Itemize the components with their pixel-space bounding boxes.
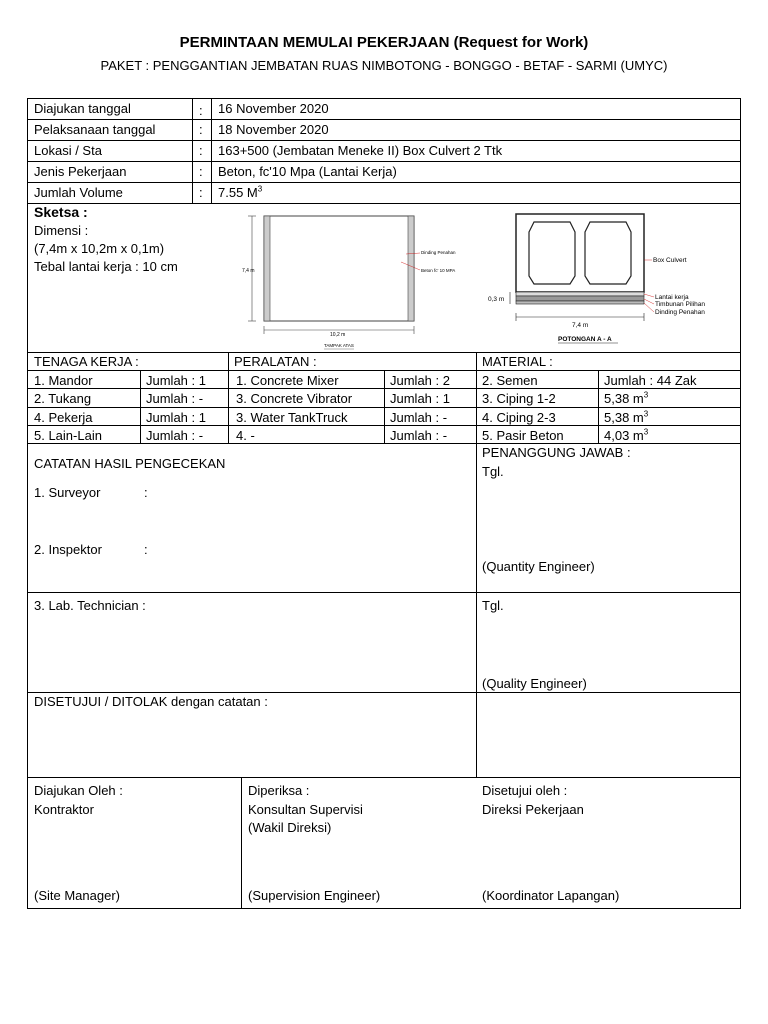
material-qty: Jumlah : 44 Zak: [604, 373, 697, 388]
sketch-thickness: Tebal lantai kerja : 10 cm: [34, 259, 178, 274]
surveyor-label: 1. Surveyor: [34, 485, 101, 500]
inspektor-label: 2. Inspektor: [34, 542, 102, 557]
sig-submitted-title: Diajukan Oleh :: [34, 783, 123, 798]
section-label-box-culvert: Box Culvert: [653, 257, 687, 264]
labor-qty: Jumlah : 1: [146, 410, 206, 425]
plan-label-beton: Beton fc' 10 MPA: [421, 268, 456, 273]
sketch-dimension-value: (7,4m x 10,2m x 0,1m): [34, 241, 165, 256]
lab-technician-label: 3. Lab. Technician :: [34, 598, 146, 613]
plan-caption: TAMPAK ATAS: [324, 343, 354, 348]
sig-checked-org: Konsultan Supervisi: [248, 802, 363, 817]
info-value-work-type: Beton, fc'10 Mpa (Lantai Kerja): [218, 164, 397, 179]
labor-item: 4. Pekerja: [34, 410, 93, 425]
sig-checked-title: Diperiksa :: [248, 783, 310, 798]
sig-checked-org2: (Wakil Direksi): [248, 820, 332, 835]
info-label-exec-date: Pelaksanaan tanggal: [34, 122, 156, 137]
quantity-engineer: (Quantity Engineer): [482, 559, 595, 574]
equipment-qty: Jumlah : 1: [390, 391, 450, 406]
surveyor-colon: :: [144, 485, 148, 500]
material-header: MATERIAL :: [482, 354, 553, 369]
labor-item: 2. Tukang: [34, 391, 92, 406]
material-qty: 5,38 $m^3$: [604, 409, 649, 425]
material-item: 3. Ciping 1-2: [482, 391, 556, 406]
section-view-diagram: [482, 208, 728, 348]
labor-qty: Jumlah : 1: [146, 373, 206, 388]
info-value-date: 16 November 2020: [218, 101, 329, 116]
plan-side-dim: 7,4 m: [242, 268, 255, 274]
material-item: 5. Pasir Beton: [482, 428, 564, 443]
plan-label-dinding: Dinding Penahan: [421, 250, 456, 255]
section-caption: POTONGAN A - A: [558, 336, 612, 343]
equipment-item: 3. Concrete Vibrator: [236, 391, 353, 406]
labor-item: 1. Mandor: [34, 373, 93, 388]
approval-label: DISETUJUI / DITOLAK dengan catatan :: [34, 694, 268, 709]
sig-submitted-role: (Site Manager): [34, 888, 120, 903]
check-title: CATATAN HASIL PENGECEKAN: [34, 456, 226, 471]
document-title: PERMINTAAN MEMULAI PEKERJAAN (Request for Work): [179, 34, 589, 51]
inspektor-colon: :: [144, 542, 148, 557]
info-value-exec-date: 18 November 2020: [218, 122, 329, 137]
equipment-item: 4. -: [236, 428, 255, 443]
sig-submitted-org: Kontraktor: [34, 802, 94, 817]
sketch-dimension-label: Dimensi :: [34, 223, 89, 238]
info-colon: :: [199, 164, 203, 179]
section-label-lantai: Lantai kerja: [655, 294, 689, 301]
material-item: 4. Ciping 2-3: [482, 410, 556, 425]
material-qty: 4,03 $m^3$: [604, 427, 649, 443]
equipment-qty: Jumlah : -: [390, 428, 448, 443]
plan-bottom-dim: 10,2 m: [330, 332, 346, 338]
labor-qty: Jumlah : -: [146, 391, 204, 406]
section-label-dinding: Dinding Penahan: [655, 309, 705, 316]
sig-approved-title: Disetujui oleh :: [482, 783, 568, 798]
equipment-header: PERALATAN :: [234, 354, 317, 369]
info-colon: :: [199, 143, 203, 158]
equipment-qty: Jumlah : -: [390, 410, 448, 425]
equipment-item: 1. Concrete Mixer: [236, 373, 339, 388]
info-value-location: 163+500 (Jembatan Meneke II) Box Culvert 2 Ttk: [218, 143, 503, 158]
sig-approved-role: (Koordinator Lapangan): [482, 888, 620, 903]
equipment-qty: Jumlah : 2: [390, 373, 450, 388]
plan-view-diagram: [236, 206, 486, 350]
info-label-location: Lokasi / Sta: [34, 143, 102, 158]
info-colon: :: [199, 103, 203, 118]
sig-approved-org: Direksi Pekerjaan: [482, 802, 584, 817]
info-label-volume: Jumlah Volume: [34, 185, 123, 200]
info-label-work-type: Jenis Pekerjaan: [34, 164, 127, 179]
info-colon: :: [199, 185, 203, 200]
sketch-title: Sketsa :: [34, 204, 88, 220]
section-height-dim: 0,3 m: [488, 296, 505, 303]
pj-title: PENANGGUNG JAWAB :: [482, 445, 631, 460]
sig-checked-role: (Supervision Engineer): [248, 888, 381, 903]
material-item: 2. Semen: [482, 373, 538, 388]
equipment-item: 3. Water TankTruck: [236, 410, 348, 425]
section-width-dim: 7,4 m: [572, 322, 589, 329]
quality-engineer: (Quality Engineer): [482, 676, 587, 691]
labor-item: 5. Lain-Lain: [34, 428, 102, 443]
info-value-volume: 7.55 $M^3$: [218, 184, 263, 200]
labor-header: TENAGA KERJA :: [34, 354, 139, 369]
labor-qty: Jumlah : -: [146, 428, 204, 443]
material-qty: 5,38 $m^3$: [604, 390, 649, 406]
document-subtitle: PAKET : PENGGANTIAN JEMBATAN RUAS NIMBOTONG - BONGGO - BETAF - SARMI (UMYC): [100, 58, 668, 73]
info-label-date: Diajukan tanggal: [34, 101, 131, 116]
lab-date: Tgl.: [482, 598, 504, 613]
section-label-timbunan: Timbunan Pilihan: [655, 301, 705, 308]
pj-date: Tgl.: [482, 464, 504, 479]
info-colon: :: [199, 122, 203, 137]
